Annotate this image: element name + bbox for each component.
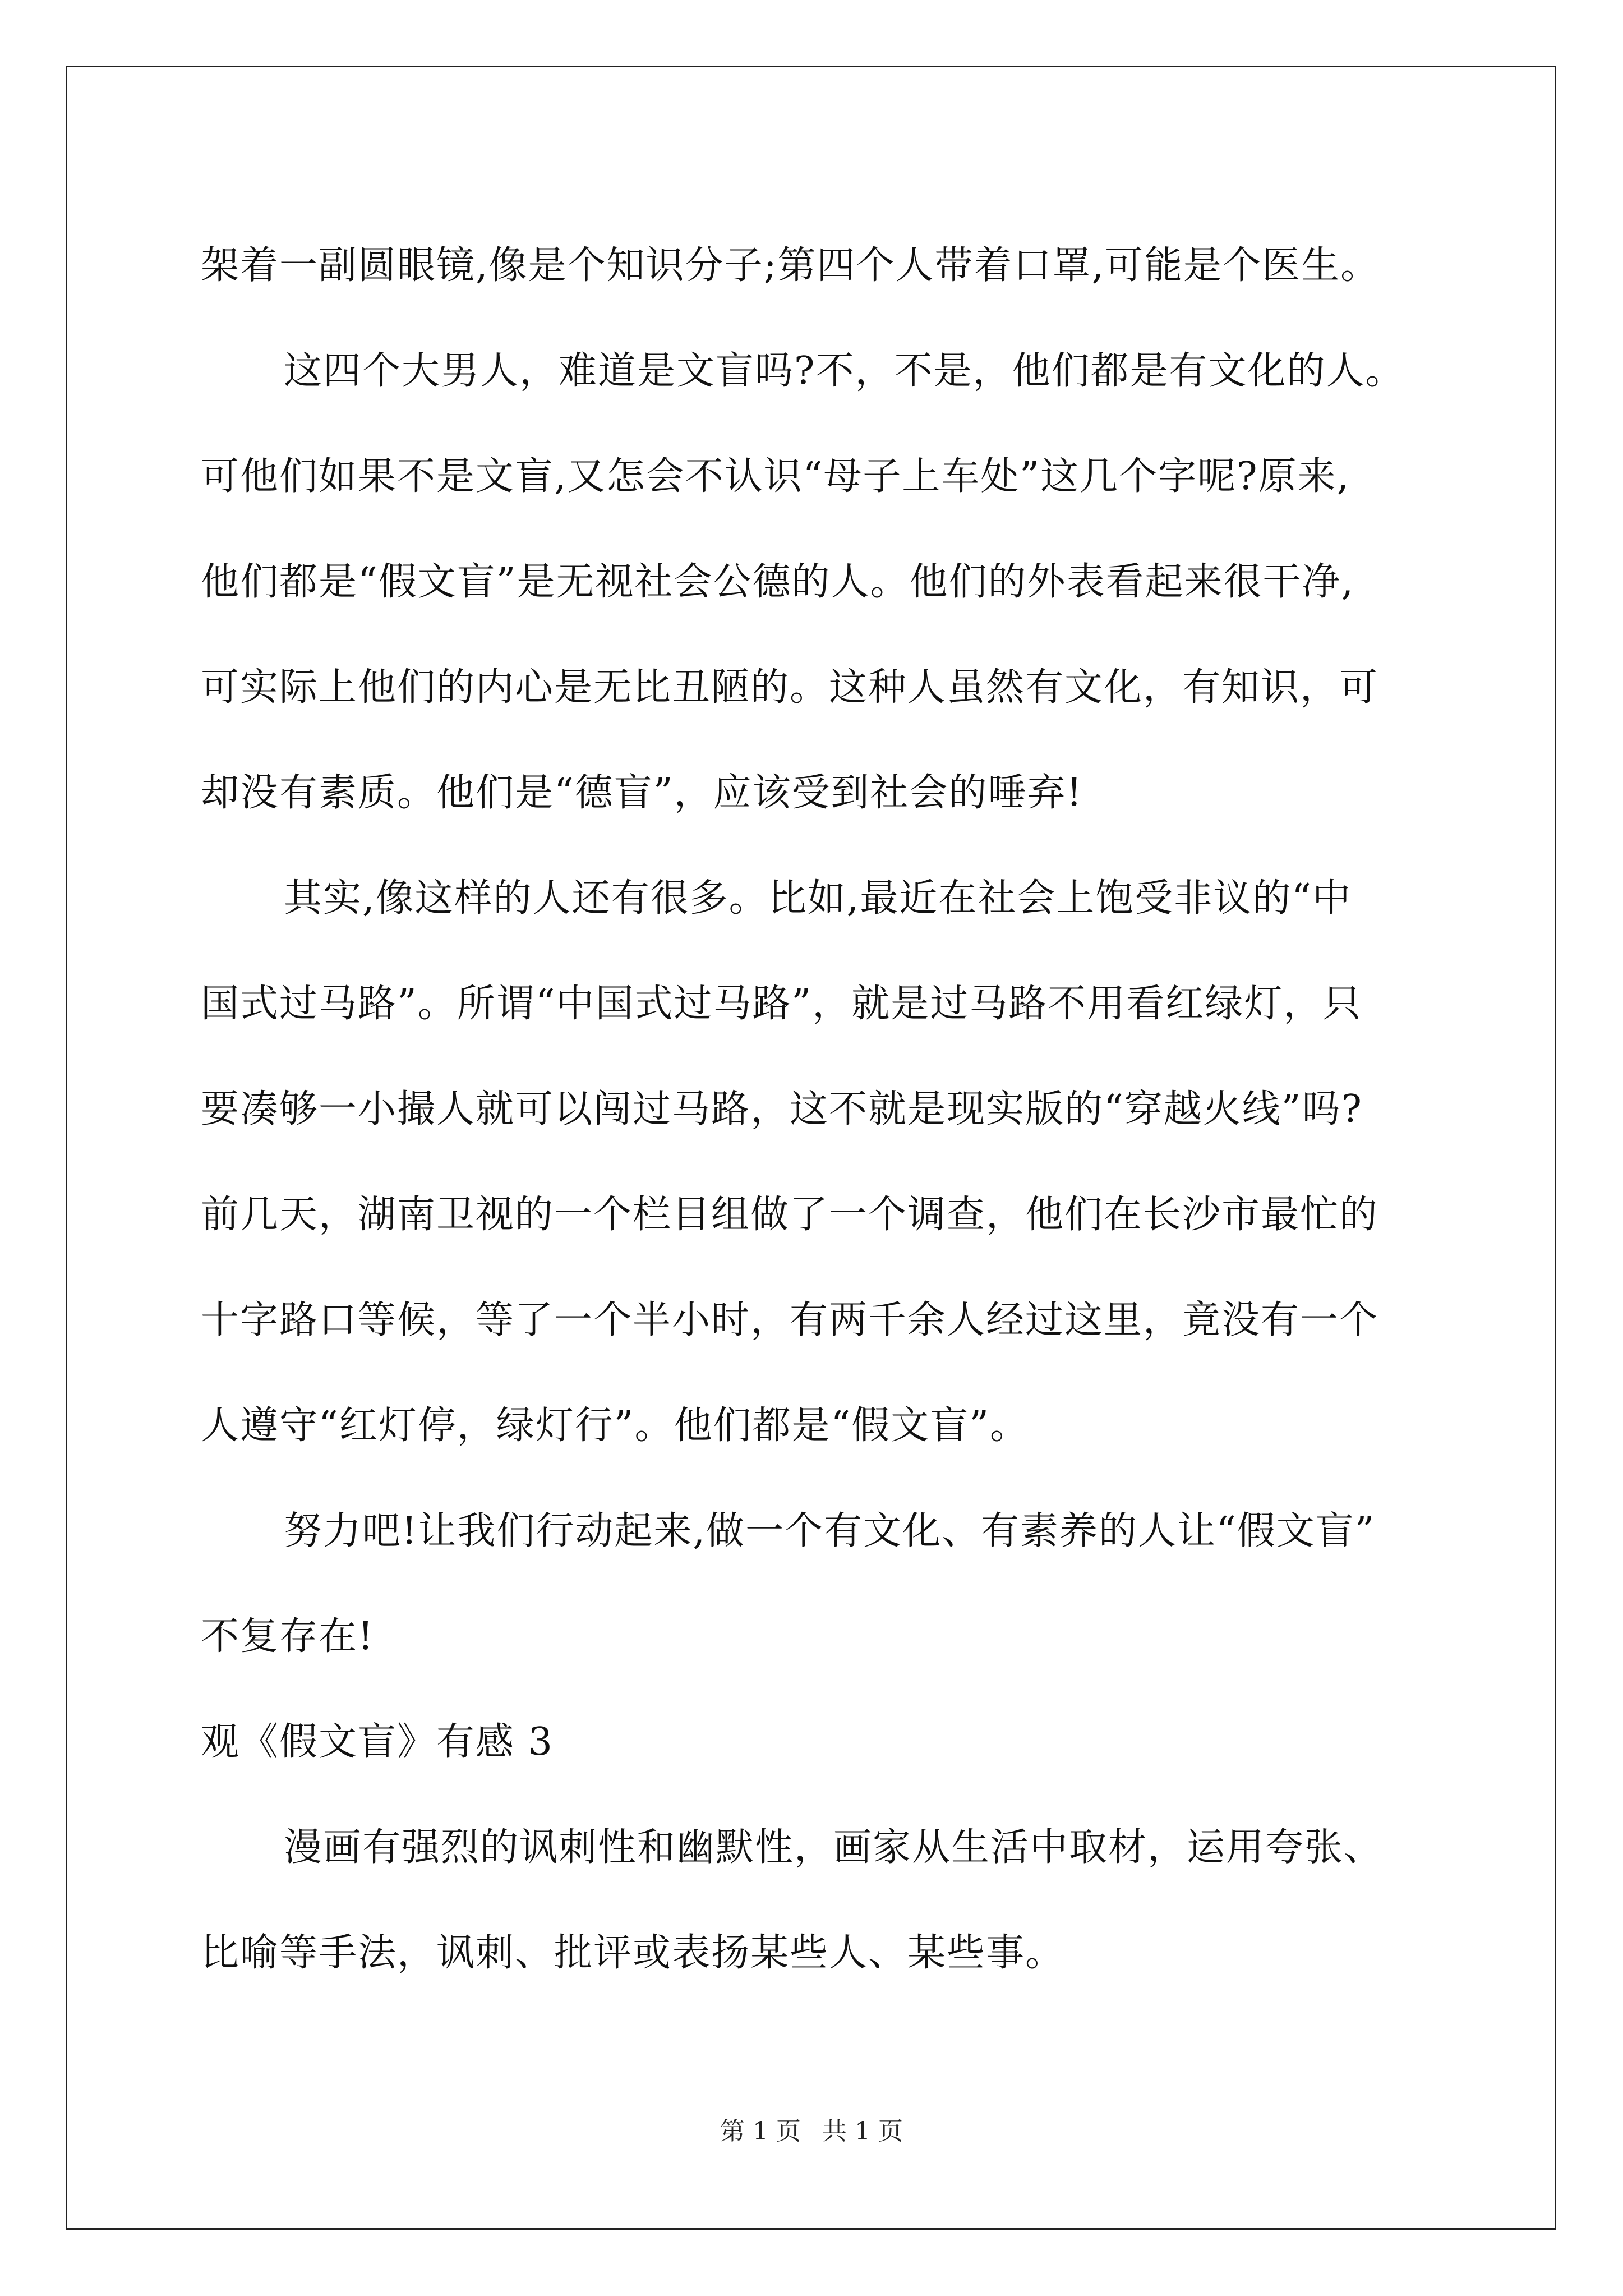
text-line-3: 可他们如果不是文盲,又怎会不认识“母子上车处”这几个字呢?原来, <box>201 454 1350 499</box>
text-line-5: 可实际上他们的内心是无比丑陋的。这种人虽然有文化，有知识，可 <box>201 665 1379 710</box>
text-line-10: 前几天，湖南卫视的一个栏目组做了一个调查，他们在长沙市最忙的 <box>201 1193 1379 1237</box>
text-line-1: 架着一副圆眼镜,像是个知识分子;第四个人带着口罩,可能是个医生。 <box>201 243 1380 288</box>
text-line-12: 人遵守“红灯停，绿灯行”。他们都是“假文盲”。 <box>201 1404 1030 1448</box>
page-number: 第 1 页 <box>720 2117 801 2146</box>
text-line-11: 十字路口等候，等了一个半小时，有两千余人经过这里，竟没有一个 <box>201 1298 1379 1342</box>
document-body <box>201 213 1435 2006</box>
section-line-2: 比喻等手法，讽刺、批评或表扬某些人、某些事。 <box>201 1931 1065 1975</box>
text-line-13: 努力吧!让我们行动起来,做一个有文化、有素养的人让“假文盲” <box>284 1509 1376 1553</box>
page-total: 共 1 页 <box>822 2117 903 2146</box>
text-line-8: 国式过马路”。所谓“中国式过马路”，就是过马路不用看红绿灯，只 <box>201 982 1362 1026</box>
page-footer <box>0 2115 1623 2148</box>
section-line-1: 漫画有强烈的讽刺性和幽默性，画家从生活中取材，运用夸张、 <box>284 1825 1384 1870</box>
text-line-9: 要凑够一小撮人就可以闯过马路，这不就是现实版的“穿越火线”吗? <box>201 1087 1363 1131</box>
text-line-14: 不复存在! <box>201 1614 375 1659</box>
section-heading: 观《假文盲》有感 3 <box>201 1720 554 1764</box>
text-line-4: 他们都是“假文盲”是无视社会公德的人。他们的外表看起来很干净, <box>201 560 1355 604</box>
text-line-6: 却没有素质。他们是“德盲”，应该受到社会的唾弃! <box>201 771 1083 815</box>
text-line-7: 其实,像这样的人还有很多。比如,最近在社会上饱受非议的“中 <box>284 876 1352 921</box>
text-line-2: 这四个大男人，难道是文盲吗?不，不是，他们都是有文化的人。 <box>284 349 1405 393</box>
